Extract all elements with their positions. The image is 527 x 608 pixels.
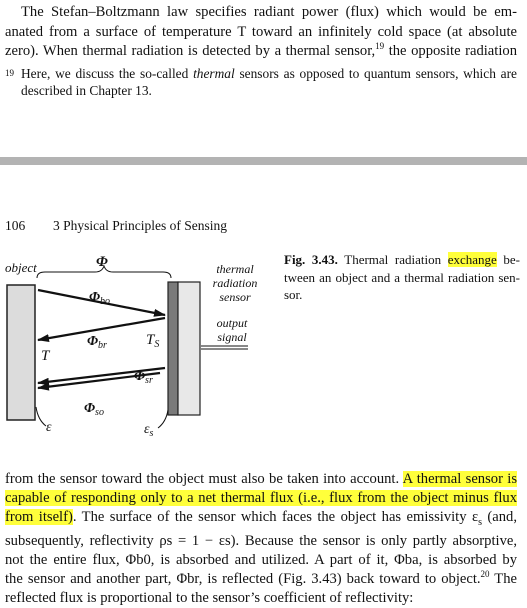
figure-caption [284, 251, 520, 304]
label-thermal-1: thermal [216, 262, 254, 276]
sensor-slab-light [178, 282, 200, 415]
top-paragraph [5, 3, 517, 62]
label-eps-s: $\varepsilon_s$ [144, 422, 154, 439]
eps-leader [36, 407, 46, 426]
label-phi: Φ [96, 254, 108, 270]
label-object: object [5, 260, 37, 275]
page-number: 106 [5, 218, 26, 233]
bottom-line-2: capable of responding only to a net thermal flux (i.e., flux from the object minus flux [5, 490, 517, 506]
footnote-line-1: Here, we discuss the so-called thermal sensors as opposed to quantum sensors, which are [21, 66, 517, 81]
footnote-line-2: described in Chapter 13. [21, 83, 152, 98]
bottom-line-3: from itself). The surface of the sensor which faces the object has emissivity $\varepsilon_s$ (and, [5, 509, 518, 528]
top-line-3: zero). When thermal radiation is detected by a thermal sensor,$^{19}$ the opposite radiation [5, 41, 517, 59]
label-phi-so: $\Phi_{so}$ [84, 401, 104, 418]
sensor-slab-dark [168, 282, 178, 415]
bottom-line-6: the sensor and another part, Φbr, is reflected (Fig. 3.43) back toward to object.$^{20}$ The [5, 569, 517, 587]
footnote-ref: 19 [375, 41, 385, 52]
bottom-line-1: from the sensor toward the object must also be taken into account. A thermal sensor is [5, 471, 517, 487]
label-phi-sr: $\Phi_{sr}$ [134, 369, 153, 386]
footnote-number: 19 [5, 68, 14, 78]
label-Ts: $T_S$ [146, 332, 160, 350]
figure-thermal-exchange [0, 240, 280, 465]
bottom-line-7: reflected flux is proportional to the sensor’s coefficient of reflectivity: [5, 589, 414, 606]
chapter-title: 3 Physical Principles of Sensing [53, 218, 227, 233]
label-thermal-3: sensor [219, 290, 251, 304]
bottom-paragraph [5, 470, 517, 608]
eps-s-leader [158, 410, 168, 428]
label-output-2: signal [217, 330, 247, 344]
caption-line-3: sor. [284, 287, 303, 302]
label-phi-br: $\Phi_{br}$ [87, 334, 107, 351]
label-phi-bo: $\Phi_{bo}$ [89, 290, 111, 307]
label-thermal-2: radiation [212, 276, 258, 290]
top-line-1: The Stefan–Boltzmann law specifies radiant power (flux) which would be em- [21, 4, 517, 20]
label-output-1: output [216, 316, 248, 330]
caption-line-2: tween an object and a thermal radiation sen- [284, 269, 520, 285]
top-line-2: anated from a surface of temperature T toward an infinitely cold space (at absolute [5, 23, 517, 40]
label-T: T [41, 348, 50, 364]
footnote [5, 65, 517, 99]
object-slab [7, 285, 35, 420]
label-eps: ε [46, 420, 52, 435]
page-separator [0, 157, 527, 165]
bottom-line-5: not the entire flux, Φb0, is absorbed and utilized. A part of it, Φba, is absorbed by [5, 551, 517, 568]
caption-line-1: Fig. 3.43. Thermal radiation exchange be- [284, 252, 520, 267]
bottom-line-4: subsequently, reflectivity ρs = 1 − εs). Because the sensor is only partly absorptive, [5, 532, 517, 549]
